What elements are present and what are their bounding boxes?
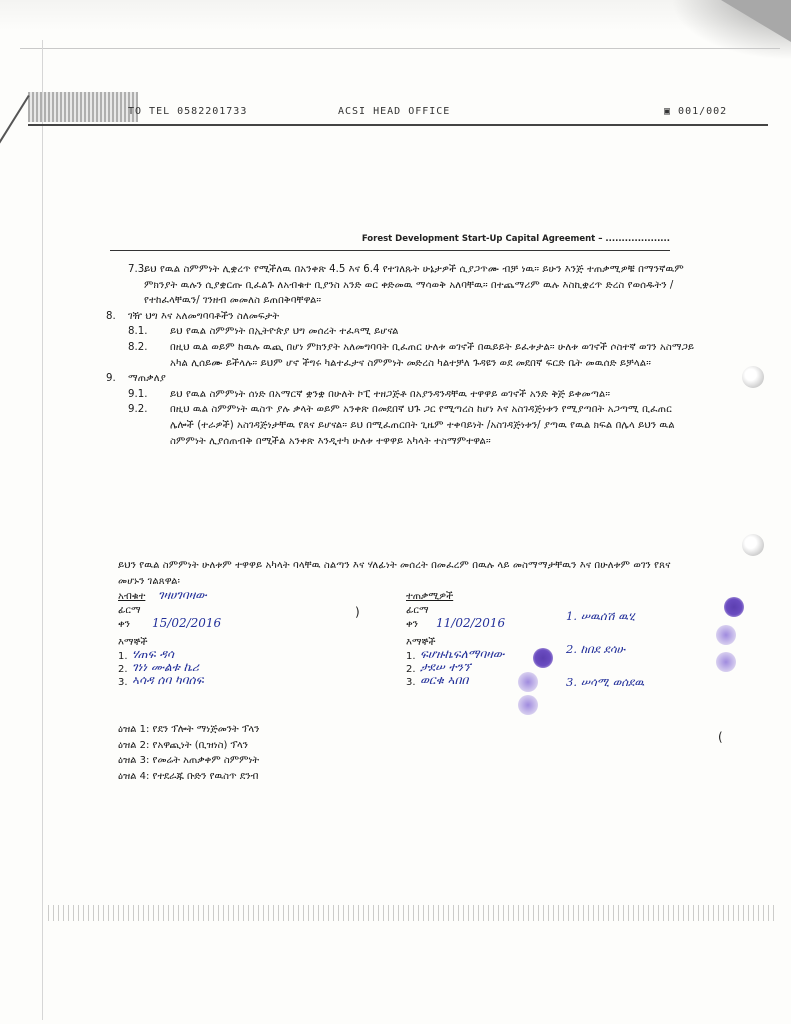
bracket-mark: ( <box>718 730 723 744</box>
clause-number: 7.3. <box>128 264 148 275</box>
clause-text: በዚህ ዉል ወይም ከዉሉ ዉጪ በሆነ ምክንያት አለመግባባት ቢፈጠር ሁለቱ ወገኖች በዉይይት ይፈቱታል። ሁለቱ ወገኖች ሶስተኛ ወገን አስማጋይ አካል ሊሰይሙ ይችላሉ። ይህም ሆኖ ችግሩ ካልተፈታና ስምምነት መድረስ ካልተቻለ ጉዳዩን ወደ መደበኛ ፍርድ ቤት መዉሰድ ይቻላል። <box>170 341 695 369</box>
fingerprint-stamp <box>518 695 538 715</box>
closing-statement: ይህን የዉል ስምምነት ሁለቱም ተዋዋይ አካላት ባላቸዉ ስልጣን እና ሃለፊነት መሰረት በመፈረም በዉሉ ላይ መስማማታቸዉን እና በሁለቱም ወገን የጸና መሆኑን ገልጸዋል፡ <box>118 560 671 587</box>
clause-text: ይህ የዉል ስምምነት ሊቋረጥ የሚችለዉ በአንቀጽ 4.5 እና 6.4 የተገለጹት ሁኔታዎች ሲያጋጥሙ ብቻ ነዉ። ይሁን እንጅ ተጠቃሚዎቹ በማንኛዉም ምክንያት ዉሉን ሲያቋርጡ ቢፈልጉ ለአብቁተ ቢያንስ አንድ ወር ቀድመዉ ማሳወቅ አለባቸዉ። በተጨማሪም ዉሉ እስኪቋረጥ ድረስ የወሰዱትን /የተከፈላቸዉን/ ገንዘብ መመለስ ይጠበቅባቸዋል። <box>144 264 684 307</box>
witness-list <box>118 647 358 689</box>
witness-number: 3. <box>406 677 416 688</box>
clause-8-2 <box>106 340 696 371</box>
date-label: ቀን <box>118 619 130 630</box>
annex-item: ዕዝል 4: የተደራጁ ቡድን የዉስጥ ደንብ <box>118 770 259 782</box>
folded-corner <box>721 0 791 42</box>
annex-item: ዕዝል 1: የደን ፕሎት ማነጅመንት ፕላን <box>118 724 260 735</box>
bracket-mark: ) <box>355 605 360 619</box>
clause-9-1 <box>106 387 696 403</box>
clause-number: 9. <box>106 373 116 385</box>
date-handwritten: 11/02/2016 <box>436 616 506 630</box>
signature-label: ፊርማ <box>118 605 141 616</box>
clause-number: 8.1. <box>128 326 148 338</box>
signature-label: ፊርማ <box>406 605 429 616</box>
fax-rule <box>28 124 768 126</box>
clause-8 <box>106 309 696 325</box>
party-title: አብቁተ <box>118 591 146 602</box>
clause-number: 9.2. <box>128 404 148 416</box>
witness-number: 2. <box>118 664 128 675</box>
clause-number: 9.1. <box>128 388 148 400</box>
diagonal-mark <box>0 95 30 232</box>
fingerprint-stamp <box>716 625 736 645</box>
annex-list <box>118 722 418 784</box>
witness-row <box>118 673 358 689</box>
witness-name-handwritten: ሃጠፍ ዳሳ <box>132 647 174 661</box>
witnesses-label: እማኞች <box>406 637 436 648</box>
clause-text: በዚህ ዉል ስምምነት ዉስጥ ያሉ ቃላት ወይም አንቀጽ በመደበኛ ህጉ ጋር የሚጣረስ ከሆነ እና አስገዳጅነቱን የሚያጣበት አጋጣሚ ቢፈጠር ሌሎች (ተራዎች) አስገዳጅነታቸዉ የጸና ይሆናል። ይህ በሚፈጠርበት ጊዜም ተቀባይነት /አስገዳጅነቱን/ ያጣዉ የዉል ክፍል በሌላ ይህን ዉል ስምምነት ሊያሰጠብቅ በሚችል አንቀጽ እንዲተካ ሁለቱ ተዋዋይ አካላት ተስማምተዋል። <box>170 404 675 447</box>
clause-9 <box>106 371 696 387</box>
fax-page: 001/002 <box>678 106 728 117</box>
annex-item: ዕዝል 2: የአዋጪነት (ቢዝነስ) ፕላን <box>118 739 248 751</box>
witness-number: 1. <box>406 651 416 662</box>
annex-item: ዕዝል 3: የመሬት አጠቃቀም ስምምነት <box>118 755 260 766</box>
agreement-clauses <box>106 262 696 449</box>
witness-number: 3. <box>118 677 128 688</box>
signer-name-handwritten: 1. ሠዉሰሽ ዉሂ <box>566 609 635 623</box>
left-margin-line <box>42 40 43 1020</box>
clause-7-3 <box>106 262 696 309</box>
clause-8-1 <box>106 324 696 340</box>
scan-noise <box>48 905 778 921</box>
clause-text: ይህ የዉል ስምምነት በኢትዮጵያ ህግ መሰረት ተፈጻሚ ይሆናል <box>170 326 399 338</box>
signer-name-handwritten: 2. ከበደ ደሳሁ <box>566 642 626 656</box>
fingerprint-stamp <box>716 652 736 672</box>
fax-page-box: ▣ 001/002 <box>664 106 728 117</box>
document-header-title: Forest Development Start-Up Capital Agreement – .................... <box>361 234 670 244</box>
witness-name-handwritten: ኣሳዳ ሰባ ካባሰፍ <box>132 673 204 687</box>
fax-noise <box>28 92 138 122</box>
witnesses-label: እማኞች <box>118 637 148 648</box>
fax-header <box>28 88 768 130</box>
fax-to-tel: TO TEL 0582201733 <box>128 106 248 117</box>
fax-office: ACSI HEAD OFFICE <box>338 106 451 117</box>
witness-number: 1. <box>118 651 128 662</box>
witness-name-handwritten: ፍሆዙኬፍለማባዛው <box>420 647 505 661</box>
clause-9-2 <box>106 402 696 449</box>
header-rule <box>110 250 670 251</box>
clause-text: ማጠቃለያ <box>128 373 166 385</box>
witness-name-handwritten: ወርቁ ኣበበ <box>420 673 469 687</box>
clause-number: 8. <box>106 310 116 322</box>
punch-hole <box>742 534 764 556</box>
clause-number: 8.2. <box>128 341 148 353</box>
witness-name-handwritten: ገነነ ሙልቱ ኬሪ <box>132 660 199 674</box>
signature-handwritten: ገዛሀገባዛው <box>158 588 207 602</box>
party-title: ተጠቃሚዎች <box>406 591 454 602</box>
clause-text: ይህ የዉል ስምምነት ሰነድ በአማርኛ ቋንቋ በሁለት ኮፒ ተዘጋጅቶ በአያንዳንዳቸዉ ተዋዋይ ወገኖች አንድ ቅጅ ይቀመጣል። <box>170 388 611 400</box>
date-handwritten: 15/02/2016 <box>152 616 222 630</box>
date-label: ቀን <box>406 619 418 630</box>
clause-text: ገዥ ህግ እና አለመግባባቶችን ስለመፍታት <box>128 310 280 322</box>
fingerprint-stamp <box>724 597 744 617</box>
signer-name-handwritten: 3. ሠሳሚ ወሰደዉ <box>566 675 645 689</box>
fingerprint-stamp <box>518 672 538 692</box>
witness-number: 2. <box>406 664 416 675</box>
witness-name-handwritten: ታደሠ ተንኘ <box>420 660 471 674</box>
signature-block-acsi <box>118 590 358 689</box>
scan-artifact-line <box>20 48 780 49</box>
punch-hole <box>742 366 764 388</box>
fingerprint-stamp <box>533 648 553 668</box>
